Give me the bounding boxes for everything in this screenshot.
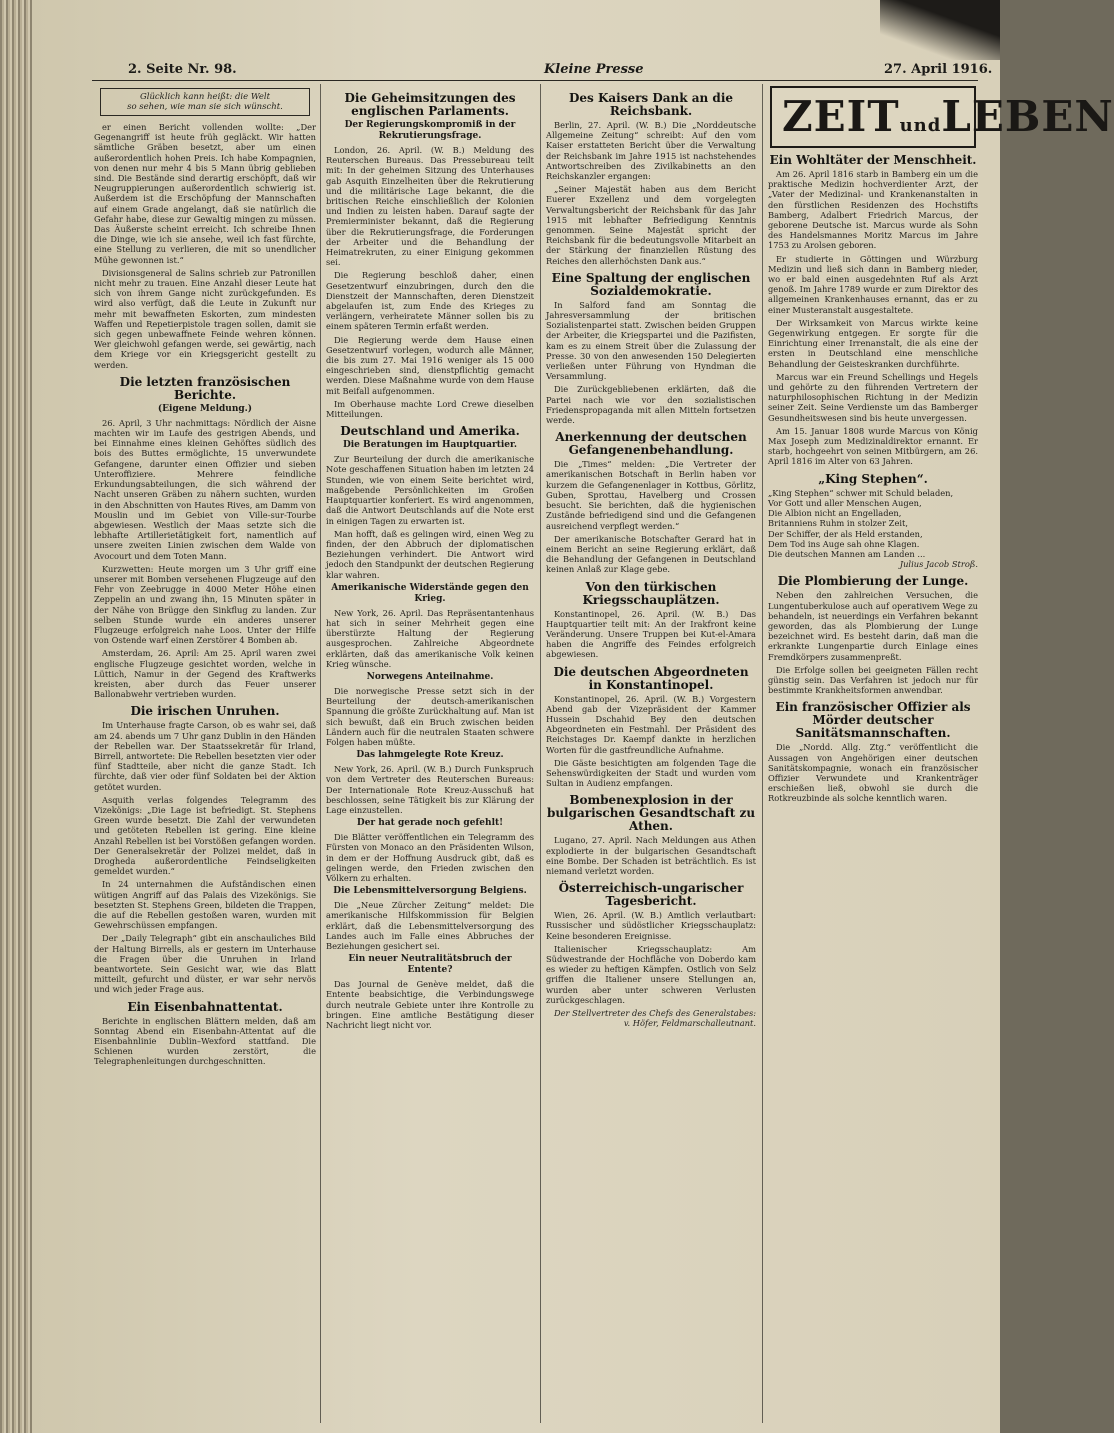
article-paragraph: Die Blätter veröffentlichen ein Telegramm des Fürsten von Monaco an den Präsidenten Wilson, in dem er der Hoffnung Ausdruck gibt, daß es gelingen werde, den Frieden zwischen den Völkern zu erhalten.: [326, 832, 534, 883]
article-subheadline: Die Beratungen im Hauptquartier.: [342, 440, 518, 451]
poem-author: Julius Jacob Stroß.: [899, 559, 978, 570]
article-subheadline: Der Regierungskompromiß in der Rekrutierungsfrage.: [344, 120, 516, 141]
article-paragraph: New York, 26. April. Das Repräsentantenhaus hat sich in seiner Mehrheit gegen eine überstürzte Haltung der Regierung ausgesprochen. Zahlreiche Abgeordnete erklärten, daß das amerikanische Volk keinen Krieg wünsche.: [326, 607, 534, 669]
article-paragraph: Die norwegische Presse setzt sich in der Beurteilung der deutsch-amerikanischen Spannung die größte Zurückhaltung auf. Man ist sich bewußt, daß ein Bruch zwischen beiden Ländern auch für die neutralen Staaten schwere Folgen haben müßte.: [326, 685, 534, 747]
column-divider: [762, 84, 763, 1423]
article-headline: Ein französischer Offizier als Mörder deutscher Sanitätsmannschaften.: [775, 700, 971, 741]
article-paragraph: Die Gäste besichtigten am folgenden Tage die Sehenswürdigkeiten der Stadt und wurden vom Sultan in Audienz empfangen.: [546, 757, 756, 789]
article-headline: Bombenexplosion in der bulgarischen Gesandtschaft zu Athen.: [546, 793, 756, 834]
logo-word: ZEIT: [782, 92, 900, 141]
article-paragraph: 26. April, 3 Uhr nachmittags: Nördlich der Aisne machten wir im Laufe des gestrigen Abends, und bei Einnahme eines kleinen Gehöftes südlich des bois des Buttes ermöglichte, 15 unverwundete Gefangene, darunter einen Offizier und sieben Unteroffiziere. Mehrere feindliche Erkundungsabteilungen, die sich während der Nacht unseren Gräben zu nähern suchten, wurden in den Abschnitten von Hautes Rives, am Damm von Mouslin und im Gebiet von Ville-sur-Tourbe abgewiesen. Westlich der Maas setzte sich die lebhafte Artillerietätigkeit fort, namentlich auf unsere zweiten Linien zwischen dem Walde von Avocourt und dem Toten Mann.: [94, 417, 316, 561]
article-headline: Die deutschen Abgeordneten in Konstantinopel.: [553, 664, 749, 692]
article-paragraph: Die „Times“ melden: „Die Vertreter der amerikanischen Botschaft in Berlin haben vor kurzem die Gefangenenlager in Kottbus, Görlitz, Guben, Sprottau, Havelberg und Crossen besucht. Sie berichten, daß die hygienischen Zustände befriedigend sind und die Gefangenen ausreichend verpflegt werden.“: [546, 459, 756, 531]
article-headline: Anerkennung der deutschen Gefangenenbehandlung.: [555, 430, 747, 458]
book-binding: [0, 0, 32, 1433]
article-paragraph: Im Unterhause fragte Carson, ob es wahr sei, daß am 24. abends um 7 Uhr ganz Dublin in den Händen der Rebellen war. Der Staatssekretär für Irland, Birrell, antwortete: Die Rebellen besetzten vier oder fünf Stadtteile, aber nicht die ganze Stadt. Ich fürchte, daß vier oder fünf Soldaten bei der Aktion getötet wurden.: [94, 720, 316, 792]
signature-line: Der Stellvertreter des Chefs des Generalstabes: v. Höfer, Feldmarschalleutnant.: [554, 1008, 756, 1029]
article-headline: Die Geheimsitzungen des englischen Parlaments.: [344, 91, 516, 118]
article-headline: Ein Eisenbahnattentat.: [127, 999, 283, 1014]
article-subheadline: (Eigene Meldung.): [157, 403, 253, 414]
article-headline: Ein Wohltäter der Menschheit.: [769, 153, 977, 167]
article-paragraph: In 24 unternahmen die Aufständischen einen wütigen Angriff auf das Palais des Vizekönigs. Sie besetzten St. Stephens Green, bildeten die Trappen, die auf die Rebellen gestoßen waren, wurden mit Gewehrschüssen empfangen.: [94, 879, 316, 931]
article-paragraph: Der amerikanische Botschafter Gerard hat in einem Bericht an seine Regierung erklärt, daß die Behandlung der Gefangenen in Deutschland keinen Anlaß zur Klage gebe.: [546, 533, 756, 575]
article-paragraph: Marcus war ein Freund Schellings und Hegels und gehörte zu den führenden Vertretern der naturphilosophischen Richtung in der Medizin seiner Zeit. Seine Verdienste um das Bamberger Gesundheitswesen sind bis heute unvergessen.: [768, 371, 978, 423]
column-3: [546, 86, 756, 1427]
article-paragraph: Konstantinopel, 26. April. (W. B.) Vorgestern Abend gab der Vizepräsident der Kammer Hussein Dschahid Bey den deutschen Abgeordneten ein Festmahl. Der Präsident des Reichstages Dr. Kaempf dankte in herzlichen Worten für die gastfreundliche Aufnahme.: [546, 693, 756, 755]
article-headline: Österreichisch-ungarischer Tagesbericht.: [558, 881, 744, 909]
article-paragraph: Konstantinopel, 26. April. (W. B.) Das Hauptquartier teilt mit: An der Irakfront keine Veränderung. Unsere Truppen bei Kut-el-Amara haben die Angriffe des Feindes erfolgreich abgewiesen.: [546, 608, 756, 660]
article-paragraph: Lugano, 27. April. Nach Meldungen aus Athen explodierte in der bulgarischen Gesandtschaft eine Bombe. Der Schaden ist beträchtlich. Es ist niemand verletzt worden.: [546, 835, 756, 876]
article-paragraph: London, 26. April. (W. B.) Meldung des Reuterschen Bureaus. Das Pressebureau teilt mit: In der geheimen Sitzung des Unterhauses gab Asquith Einzelheiten über die Rekrutierung und die militärische Lage bekannt, die die britischen Reiche einschließlich der Kolonien und Indien zu leisten haben. Darauf sagte der Premierminister bekannt, daß die Regierung über die Rekrutierungsfrage, die Forderungen der Arbeiter und die Behandlung der Heimatrekruten, zu einer Einigung gekommen sei.: [326, 145, 534, 268]
article-paragraph: Berichte in englischen Blättern melden, daß am Sonntag Abend ein Eisenbahn-Attentat auf die Eisenbahnlinie Dublin–Wexford stattfand. Die Schienen wurden zerstört, die Telegraphenleitungen durchgeschnitten.: [94, 1015, 316, 1067]
poem: [768, 488, 978, 570]
article-headline: Eine Spaltung der englischen Sozialdemokratie.: [551, 270, 751, 298]
logo-word: und: [899, 115, 942, 136]
article-paragraph: Der Wirksamkeit von Marcus wirkte keine Gegenwirkung entgegen. Er sorgte für die Einrichtung einer Irrenanstalt, die als eine der ersten in Deutschland eine menschliche Behandlung der Geisteskranken durchführte.: [768, 317, 978, 369]
feuilleton-masthead: [770, 86, 1114, 148]
column-4: [768, 86, 1114, 1427]
article-paragraph: Asquith verlas folgendes Telegramm des Vizekönigs: „Die Lage ist befriedigt. St. Stephens Green wurde besetzt. Die Zahl der verwundeten und getöteten Rebellen ist gering. Eine kleine Anzahl Rebellen ist bei Vorstößen gefangen worden. Der Generalsekretär der Polizei meldet, daß in Drogheda außerordentliche Feindseligkeiten gemeldet wurden.“: [94, 794, 316, 877]
article-headline: Das lahmgelegte Rote Kreuz.: [356, 750, 504, 761]
poem-line: Der Schiffer, der als Held erstanden,: [768, 528, 923, 539]
column-divider: [540, 84, 541, 1423]
article-paragraph: er einen Bericht vollenden wollte: „Der Gegenangriff ist heute früh gegläckt. Wir hatten sämtliche Gräben besetzt, aber um einen außerordentlich hohen Preis. Ich habe Kompagnien, von denen nur mehr 4 bis 5 Mann übrig geblieben sind. Die Bestände sind derartig erschöpft, daß wir Neugruppierungen außerordentlich schwierig ist. Außerdem ist die Erschöpfung der Mannschaften auf einem Grade angelangt, daß sie natürlich die Gefahr habe, diese zur Gewaltig mingen zu müssen. Das Äußerste scheint erreicht. Ich schreibe Ihnen die Dinge, wie ich sie ansehe, weil ich fast fürchte, eine Stellung zu verlieren, die mit so unendlicher Mühe gewonnen ist.“: [94, 122, 316, 265]
article-paragraph: Amsterdam, 26. April: Am 25. April waren zwei englische Flugzeuge gesichtet worden, welche in Lüttich, Namur in der Gegend des Kraftwerks kreisten, aber durch das Feuer unserer Ballonabwehr vertrieben wurden.: [94, 648, 316, 700]
page-number: 2. Seite Nr. 98.: [128, 62, 237, 77]
article-paragraph: Das Journal de Genève meldet, daß die Entente beabsichtige, die Verbindungswege durch neutrale Gebiete unter ihre Kontrolle zu bringen. Eine amtliche Bestätigung dieser Nachricht liegt nicht vor.: [326, 979, 534, 1031]
article-paragraph: Die Regierung werde dem Hause einen Gesetzentwurf vorlegen, wodurch alle Männer, die bis zum 27. Mai 1916 weniger als 15 000 eingeschrieben sind, dienstpflichtig gemacht werden. Diese Maßnahme wurde von dem Hause mit Beifall aufgenommen.: [326, 334, 534, 396]
article-paragraph: Der „Daily Telegraph“ gibt ein anschauliches Bild der Haltung Birrells, als er gestern im Unterhause die Fragen über die Unruhen in Irland beantwortete. Sein Gesicht war, wie das Blatt mitteilt, gefurcht und düster, er war sehr nervös und wich jeder Frage aus.: [94, 933, 316, 995]
article-paragraph: New York, 26. April. (W. B.) Durch Funkspruch von dem Vertreter des Reuterschen Bureaus: Der Internationale Rote Kreuz-Ausschuß hat beschlossen, seine Tätigkeit bis zur Klärung der Lage einzustellen.: [326, 764, 534, 815]
poem-line: „King Stephen“ schwer mit Schuld beladen,: [768, 487, 954, 498]
poem-line: Die deutschen Mannen am Landen ...: [768, 548, 926, 559]
article-paragraph: Die „Nordd. Allg. Ztg.“ veröffentlicht die Aussagen von Angehörigen einer deutschen Sanitätskompagnie, wonach ein französischer Offizier Verwundete und Krankenträger erschießen ließ, obwohl sie durch die Rotkreuzbinde als solche kenntlich waren.: [768, 742, 978, 804]
article-paragraph: Im Oberhause machte Lord Crewe dieselben Mitteilungen.: [326, 398, 534, 420]
column-divider: [320, 84, 321, 1423]
article-headline: Die irischen Unruhen.: [130, 704, 280, 719]
poem-line: Dem Tod ins Auge sah ohne Klagen.: [768, 538, 920, 549]
logo-word: LEBEN: [941, 92, 1114, 141]
article-paragraph: Die „Neue Zürcher Zeitung“ meldet: Die amerikanische Hilfskommission für Belgien erklärt, daß die Lebensmittelversorgung des Landes auch im Falle eines Abbruches der Beziehungen gesichert sei.: [326, 900, 534, 951]
article-paragraph: Zur Beurteilung der durch die amerikanische Note geschaffenen Situation haben im letzten 24 Stunden, wie von einem Seite berichtet wird, maßgebende Persönlichkeiten im Großen Hauptquartier konferiert. Es wird angenommen, daß die Antwort Deutschlands auf die Note erst in einigen Tagen zu erwarten ist.: [326, 454, 534, 526]
article-headline: Die letzten französischen Berichte.: [119, 374, 291, 402]
article-paragraph: Kurzwetten: Heute morgen um 3 Uhr griff eine unserer mit Bomben versehenen Flugzeuge auf den Fehr von Zeebrugge in 4000 Meter Höhe einen Zeppelin an und zwang ihn, 15 Minuten später in der Nähe von Brügge den Sinkflug zu landen. Zur selben Stunde wurde ein anderes unserer Flugzeuge erfolgreich nahe Loos. Unter der Hilfe von Ostende warf einen Zerstörer 4 Bomben ab.: [94, 563, 316, 646]
article-paragraph: Neben den zahlreichen Versuchen, die Lungentuberkulose auch auf operativem Wege zu behandeln, ist neuerdings ein Verfahren bekannt geworden, das als Plombierung der Lunge bezeichnet wird. Es besteht darin, daß man die erkrankte Lungenpartie durch Einlage eines Fremdkörpers zusammenpreßt.: [768, 590, 978, 662]
article-headline: Von den türkischen Kriegsschauplätzen.: [582, 579, 720, 607]
header-rule: [92, 80, 978, 81]
paper-title: Kleine Presse: [544, 62, 644, 77]
article-headline: Die Lebensmittelversorgung Belgiens.: [333, 886, 527, 897]
article-paragraph: Am 15. Januar 1808 wurde Marcus von König Max Joseph zum Medizinaldirektor ernannt. Er starb, hochgeehrt von seinen Mitbürgern, am 26. April 1816 im Alter von 63 Jahren.: [768, 425, 978, 467]
article-paragraph: Berlin, 27. April. (W. B.) Die „Norddeutsche Allgemeine Zeitung“ schreibt: Auf den vom Kaiser erstatteten Bericht über die Verwaltung der Reichsbank im Jahre 1915 ist nachstehendes Antwortschreiben des Zivilkabinetts an den Reichskanzler ergangen:: [546, 120, 756, 182]
article-paragraph: Divisionsgeneral de Salins schrieb zur Patronillen nicht mehr zu trauen. Eine Anzahl dieser Leute hat sich von ihrem Gange nicht zurückgefunden. Es wird also verfügt, daß die Leute in Zukunft nur mehr mit bewaffneten Eskorten, zum mindesten Waffen und Repetierpistole tragen sollen, damit sie sich gegen unbewaffnete Feinde wehren können. Wer gleichwohl gefangen werde, sei gewärtig, nach dem Kriege vor ein Kriegsgericht gestellt zu werden.: [94, 267, 316, 370]
article-headline: Des Kaisers Dank an die Reichsbank.: [568, 91, 734, 118]
article-paragraph: Wien, 26. April. (W. B.) Amtlich verlautbart: Russischer und südöstlicher Kriegsschauplatz: Keine besonderen Ereignisse.: [546, 910, 756, 941]
article-headline: Der hat gerade noch gefehlt!: [356, 818, 504, 829]
article-paragraph: Die Zurückgebliebenen erklärten, daß die Partei nach wie vor den sozialistischen Friedenspropaganda mit allen Mitteln fortsetzen werde.: [546, 384, 756, 426]
article-paragraph: Er studierte in Göttingen und Würzburg Medizin und ließ sich dann in Bamberg nieder, wo er bald einen ausgedehnten Ruf als Arzt genoß. Im Jahre 1789 wurde er zum Direktor des allgemeinen Krankenhauses ernannt, das er zu einer Musteranstalt ausgestaltete.: [768, 253, 978, 315]
poem-line: Vor Gott und aller Menschen Augen,: [768, 497, 922, 508]
article-paragraph: Man hofft, daß es gelingen wird, einen Weg zu finden, der den Abbruch der diplomatischen Beziehungen verhindert. Die Antwort wird jedoch den Standpunkt der deutschen Regierung klar wahren.: [326, 528, 534, 580]
article-paragraph: Am 26. April 1816 starb in Bamberg ein um die praktische Medizin hochverdienter Arzt, der „Vater der Medizinal- und Krankenanstalten in den fürstlichen Residenzen des Hochstifts Bamberg, Adalbert Friedrich Marcus, der geborene Deutsche ist. Marcus wurde als Sohn des Handelsmannes Moritz Marcus im Jahre 1753 zu Arolsen geboren.: [768, 169, 978, 251]
article-paragraph: Die Erfolge sollen bei geeigneten Fällen recht günstig sein. Das Verfahren ist jedoch nur für bestimmte Krankheitsformen anwendbar.: [768, 664, 978, 696]
feuilleton-logo: [782, 92, 1114, 141]
motto-box: [100, 88, 310, 116]
article-headline: Die Plombierung der Lunge.: [777, 574, 969, 589]
article-paragraph: In Salford fand am Sonntag die Jahresversammlung der britischen Sozialistenpartei statt. Zwischen beiden Gruppen der Arbeiter, die Kriegspartei und die Pazifisten, kam es zu einem Streit über die Zulassung der Presse. 30 von den anwesenden 150 Delegierten verließen unter Führung von Hyndman die Versammlung.: [546, 299, 756, 382]
article-paragraph: „Seiner Majestät haben aus dem Bericht Euerer Exzellenz und dem vorgelegten Verwaltungsbericht der Reichsbank für das Jahr 1915 mit lebhafter Befriedigung Kenntnis genommen. Seine Majestät spricht der Reichsbank für die bedeutungsvolle Mitarbeit an der Stärkung der finanziellen Rüstung des Reiches den allerhöchsten Dank aus.“: [546, 184, 756, 266]
column-2: [326, 86, 534, 1427]
poem-line: Britanniens Ruhm in stolzer Zeit,: [768, 518, 908, 529]
article-headline: Amerikanische Widerstände gegen den Krieg.: [331, 582, 529, 604]
poem-line: Die Albion nicht an Engelladen,: [768, 508, 902, 519]
motto-line: so sehen, wie man sie sich wünscht.: [127, 102, 283, 112]
motto-line: Glücklich kann heißt: die Welt: [139, 92, 271, 102]
article-paragraph: Die Regierung beschloß daher, einen Gesetzentwurf einzubringen, durch den die Dienstzeit der Mannschaften, deren Dienstzeit abgelaufen ist, zum Ende des Krieges zu verlängern, verheiratete Männer sollen bis zu einem späteren Termin erfaßt werden.: [326, 270, 534, 332]
dark-corner: [880, 0, 1000, 60]
poem-title: „King Stephen“.: [818, 471, 928, 486]
article-headline: Norwegens Anteilnahme.: [366, 671, 494, 682]
column-1: [94, 86, 316, 1427]
article-paragraph: Italienischer Kriegsschauplatz: Am Südwestrande der Hochfläche von Doberdo kam es wieder zu heftigen Kämpfen. Ostlich von Selz griffen die Italiener unsere Stellungen an, wurden aber unter schweren Verlusten zurückgeschlagen.: [546, 943, 756, 1005]
issue-date: 27. April 1916.: [884, 62, 993, 77]
article-headline: Deutschland und Amerika.: [340, 424, 520, 439]
article-headline: Ein neuer Neutralitätsbruch der Entente?: [348, 954, 512, 976]
